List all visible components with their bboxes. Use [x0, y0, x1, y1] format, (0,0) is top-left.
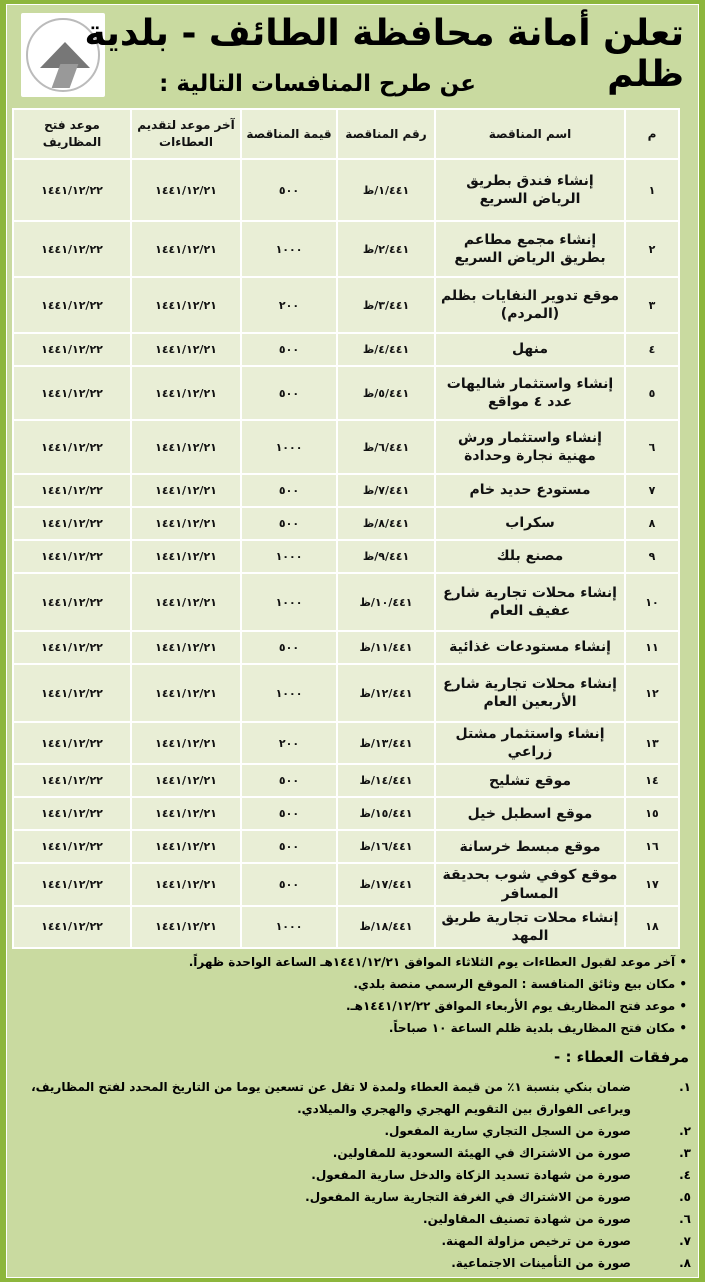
column-header: اسم المناقصة: [435, 109, 625, 159]
table-row: [13, 830, 679, 863]
tender-name: مصنع بلك: [435, 540, 625, 573]
row-number: ١٦: [625, 830, 679, 863]
attachment-text: صورة من الاشتراك في الهيئة السعودية للمقاولين.: [332, 1146, 631, 1160]
tender-value: ٥٠٠: [241, 366, 337, 420]
opening-date: ١٤٤١/١٢/٢٢: [13, 333, 131, 366]
tender-name: مستودع حديد خام: [435, 474, 625, 507]
tender-number: ١٨/٤٤١/ظ: [337, 906, 435, 948]
row-number: ٤: [625, 333, 679, 366]
note-item: • مكان بيع وثائق المنافسة : الموقع الرسمي منصة بلدي.: [27, 977, 687, 999]
row-number: ١: [625, 159, 679, 221]
attachments-list: [21, 1076, 691, 1274]
tender-value: ٥٠٠: [241, 507, 337, 540]
tender-number: ١٦/٤٤١/ظ: [337, 830, 435, 863]
row-number: ٢: [625, 221, 679, 277]
table-row: [13, 797, 679, 830]
opening-date: ١٤٤١/١٢/٢٢: [13, 764, 131, 797]
table-row: [13, 507, 679, 540]
row-number: ١١: [625, 631, 679, 664]
attachment-text: ضمان بنكي بنسبة ١٪ من قيمة العطاء ولمدة لا تقل عن تسعين يوما من التاريخ المحدد لفتح المظاريف، ويراعى الفوارق بين التقويم الهجري والهجري والميلادي.: [31, 1080, 631, 1116]
opening-date: ١٤٤١/١٢/٢٢: [13, 830, 131, 863]
opening-date: ١٤٤١/١٢/٢٢: [13, 573, 131, 631]
tender-value: ٥٠٠: [241, 764, 337, 797]
attachment-item: [21, 1208, 691, 1230]
tender-value: ٥٠٠: [241, 631, 337, 664]
tender-number: ٤/٤٤١/ظ: [337, 333, 435, 366]
tender-number: ١٥/٤٤١/ظ: [337, 797, 435, 830]
row-number: ١٣: [625, 722, 679, 764]
tender-number: ١/٤٤١/ظ: [337, 159, 435, 221]
submission-deadline: ١٤٤١/١٢/٢١: [131, 722, 241, 764]
note-item: • آخر موعد لقبول العطاءات يوم الثلاثاء الموافق ١٤٤١/١٢/٢١هـ الساعة الواحدة ظهراً.: [27, 955, 687, 977]
tender-name: إنشاء فندق بطريق الرياض السريع: [435, 159, 625, 221]
tender-name: إنشاء محلات تجارية شارع عفيف العام: [435, 573, 625, 631]
submission-deadline: ١٤٤١/١٢/٢١: [131, 906, 241, 948]
submission-deadline: ١٤٤١/١٢/٢١: [131, 333, 241, 366]
tender-number: ١٤/٤٤١/ظ: [337, 764, 435, 797]
column-header: موعد فتح المظاريف: [13, 109, 131, 159]
page-title: تعلن أمانة محافظة الطائف - بلدية ظلم: [84, 13, 684, 95]
opening-date: ١٤٤١/١٢/٢٢: [13, 420, 131, 474]
table-row: [13, 664, 679, 722]
tender-name: إنشاء واستثمار ورش مهنية نجارة وحدادة: [435, 420, 625, 474]
row-number: ١٠: [625, 573, 679, 631]
tender-number: ١٧/٤٤١/ظ: [337, 863, 435, 905]
tender-name: سكراب: [435, 507, 625, 540]
tender-value: ١٠٠٠: [241, 906, 337, 948]
attachments-title: مرفقات العطاء : -: [554, 1048, 689, 1066]
table-row: [13, 631, 679, 664]
attachment-number: ٤.: [679, 1168, 691, 1182]
tender-number: ١٣/٤٤١/ظ: [337, 722, 435, 764]
note-item: • مكان فتح المظاريف بلدية ظلم الساعة ١٠ صباحاً.: [27, 1021, 687, 1043]
attachment-text: صورة من السجل التجاري سارية المفعول.: [384, 1124, 631, 1138]
row-number: ١٥: [625, 797, 679, 830]
row-number: ١٧: [625, 863, 679, 905]
submission-deadline: ١٤٤١/١٢/٢١: [131, 474, 241, 507]
opening-date: ١٤٤١/١٢/٢٢: [13, 664, 131, 722]
column-header: م: [625, 109, 679, 159]
tender-number: ٢/٤٤١/ظ: [337, 221, 435, 277]
row-number: ١٨: [625, 906, 679, 948]
tender-name: إنشاء مستودعات غذائية: [435, 631, 625, 664]
tender-value: ١٠٠٠: [241, 540, 337, 573]
submission-deadline: ١٤٤١/١٢/٢١: [131, 366, 241, 420]
table-row: [13, 366, 679, 420]
opening-date: ١٤٤١/١٢/٢٢: [13, 366, 131, 420]
tender-number: ١٢/٤٤١/ظ: [337, 664, 435, 722]
tender-value: ١٠٠٠: [241, 573, 337, 631]
attachment-text: صورة من الاشتراك في الغرفة التجارية سارية المفعول.: [305, 1190, 631, 1204]
submission-deadline: ١٤٤١/١٢/٢١: [131, 631, 241, 664]
opening-date: ١٤٤١/١٢/٢٢: [13, 540, 131, 573]
submission-deadline: ١٤٤١/١٢/٢١: [131, 664, 241, 722]
tender-number: ٧/٤٤١/ظ: [337, 474, 435, 507]
table-row: [13, 221, 679, 277]
tender-name: موقع تدوير النفايات بظلم (المردم): [435, 277, 625, 333]
tender-value: ١٠٠٠: [241, 420, 337, 474]
submission-deadline: ١٤٤١/١٢/٢١: [131, 863, 241, 905]
tender-value: ٥٠٠: [241, 159, 337, 221]
attachment-text: صورة من شهادة تصنيف المقاولين.: [423, 1212, 631, 1226]
tender-number: ٦/٤٤١/ظ: [337, 420, 435, 474]
table-row: [13, 573, 679, 631]
tender-name: موقع تشليح: [435, 764, 625, 797]
attachment-item: [21, 1230, 691, 1252]
tender-value: ٥٠٠: [241, 333, 337, 366]
tender-name: إنشاء مجمع مطاعم بطريق الرياض السريع: [435, 221, 625, 277]
tender-value: ٥٠٠: [241, 830, 337, 863]
tender-value: ٥٠٠: [241, 797, 337, 830]
tender-name: موقع كوفي شوب بحديقة المسافر: [435, 863, 625, 905]
tender-name: إنشاء محلات تجارية طريق المهد: [435, 906, 625, 948]
table-row: [13, 540, 679, 573]
tender-name: إنشاء محلات تجارية شارع الأربعين العام: [435, 664, 625, 722]
submission-deadline: ١٤٤١/١٢/٢١: [131, 764, 241, 797]
opening-date: ١٤٤١/١٢/٢٢: [13, 722, 131, 764]
column-header: رقم المناقصة: [337, 109, 435, 159]
attachment-item: [21, 1120, 691, 1142]
opening-date: ١٤٤١/١٢/٢٢: [13, 906, 131, 948]
table-row: [13, 722, 679, 764]
row-number: ١٤: [625, 764, 679, 797]
tender-value: ٥٠٠: [241, 474, 337, 507]
tender-number: ٣/٤٤١/ظ: [337, 277, 435, 333]
tender-name: إنشاء واستثمار شاليهات عدد ٤ مواقع: [435, 366, 625, 420]
row-number: ٣: [625, 277, 679, 333]
opening-date: ١٤٤١/١٢/٢٢: [13, 474, 131, 507]
tender-number: ١٠/٤٤١/ظ: [337, 573, 435, 631]
table-row: [13, 863, 679, 905]
attachment-number: ٣.: [679, 1146, 691, 1160]
tender-value: ٢٠٠: [241, 722, 337, 764]
column-header: آخر موعد لتقديم العطاءات: [131, 109, 241, 159]
opening-date: ١٤٤١/١٢/٢٢: [13, 507, 131, 540]
tender-name: موقع اسطبل خيل: [435, 797, 625, 830]
table-row: [13, 420, 679, 474]
attachment-item: [21, 1186, 691, 1208]
page-subtitle: عن طرح المنافسات التالية :: [159, 71, 476, 97]
attachment-number: ٢.: [679, 1124, 691, 1138]
submission-deadline: ١٤٤١/١٢/٢١: [131, 540, 241, 573]
attachment-number: ٨.: [679, 1256, 691, 1270]
attachment-item: [21, 1076, 691, 1120]
attachment-item: [21, 1142, 691, 1164]
attachment-text: صورة من التأمينات الاجتماعية.: [451, 1256, 631, 1270]
submission-deadline: ١٤٤١/١٢/٢١: [131, 573, 241, 631]
tender-number: ١١/٤٤١/ظ: [337, 631, 435, 664]
opening-date: ١٤٤١/١٢/٢٢: [13, 863, 131, 905]
opening-date: ١٤٤١/١٢/٢٢: [13, 159, 131, 221]
notes-list: [27, 955, 687, 1043]
opening-date: ١٤٤١/١٢/٢٢: [13, 631, 131, 664]
tender-name: إنشاء واستثمار مشتل زراعي: [435, 722, 625, 764]
tender-name: منهل: [435, 333, 625, 366]
attachment-number: ٧.: [679, 1234, 691, 1248]
row-number: ١٢: [625, 664, 679, 722]
submission-deadline: ١٤٤١/١٢/٢١: [131, 159, 241, 221]
table-row: [13, 333, 679, 366]
attachment-item: [21, 1252, 691, 1274]
tender-number: ٥/٤٤١/ظ: [337, 366, 435, 420]
submission-deadline: ١٤٤١/١٢/٢١: [131, 507, 241, 540]
row-number: ٨: [625, 507, 679, 540]
attachment-number: ١.: [679, 1080, 691, 1094]
column-header: قيمة المناقصة: [241, 109, 337, 159]
table-row: [13, 159, 679, 221]
submission-deadline: ١٤٤١/١٢/٢١: [131, 420, 241, 474]
row-number: ٥: [625, 366, 679, 420]
table-row: [13, 764, 679, 797]
row-number: ٩: [625, 540, 679, 573]
opening-date: ١٤٤١/١٢/٢٢: [13, 797, 131, 830]
attachment-number: ٥.: [679, 1190, 691, 1204]
tender-number: ٨/٤٤١/ظ: [337, 507, 435, 540]
tender-value: ١٠٠٠: [241, 221, 337, 277]
tender-value: ٢٠٠: [241, 277, 337, 333]
submission-deadline: ١٤٤١/١٢/٢١: [131, 277, 241, 333]
attachment-item: [21, 1164, 691, 1186]
tender-value: ١٠٠٠: [241, 664, 337, 722]
tender-number: ٩/٤٤١/ظ: [337, 540, 435, 573]
attachment-text: صورة من شهادة تسديد الزكاة والدخل سارية المفعول.: [311, 1168, 631, 1182]
opening-date: ١٤٤١/١٢/٢٢: [13, 221, 131, 277]
submission-deadline: ١٤٤١/١٢/٢١: [131, 830, 241, 863]
row-number: ٧: [625, 474, 679, 507]
submission-deadline: ١٤٤١/١٢/٢١: [131, 797, 241, 830]
tender-value: ٥٠٠: [241, 863, 337, 905]
table-row: [13, 277, 679, 333]
table-row: [13, 906, 679, 948]
opening-date: ١٤٤١/١٢/٢٢: [13, 277, 131, 333]
attachment-number: ٦.: [679, 1212, 691, 1226]
submission-deadline: ١٤٤١/١٢/٢١: [131, 221, 241, 277]
tender-name: موقع مبسط خرسانة: [435, 830, 625, 863]
tenders-table: [12, 108, 680, 949]
row-number: ٦: [625, 420, 679, 474]
note-item: • موعد فتح المظاريف يوم الأربعاء الموافق ١٤٤١/١٢/٢٢هـ.: [27, 999, 687, 1021]
attachment-text: صورة من ترخيص مزاولة المهنة.: [441, 1234, 631, 1248]
table-row: [13, 474, 679, 507]
